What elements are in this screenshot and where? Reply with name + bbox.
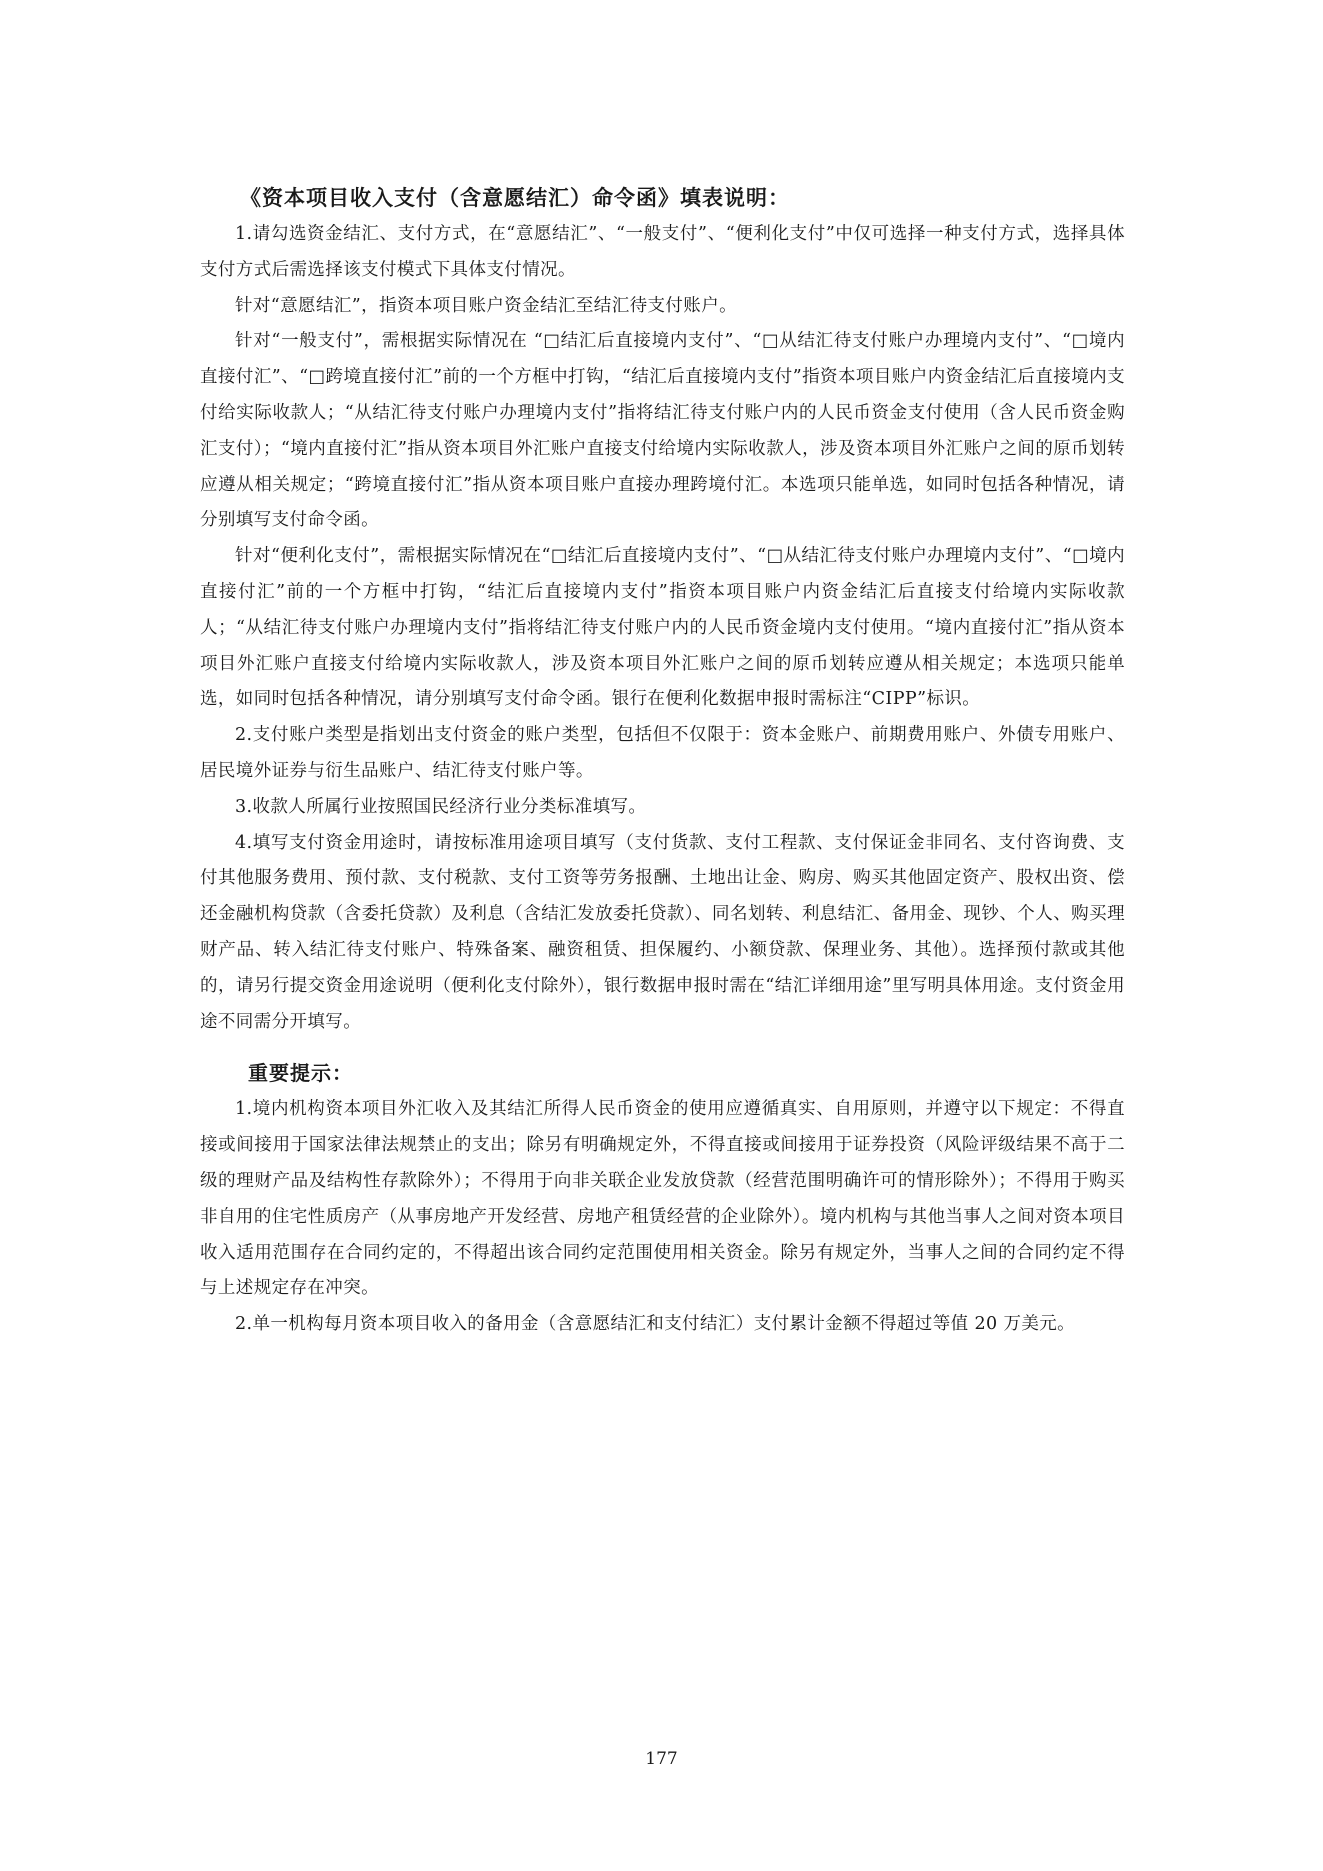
document-title: 《资本项目收入支付（含意愿结汇）命令函》填表说明：	[240, 186, 790, 210]
instruction-paragraph: 1.请勾选资金结汇、支付方式，在“意愿结汇”、“一般支付”、“便利化支付”中仅可选择一种支付方式，选择具体支付方式后需选择该支付模式下具体支付情况。	[200, 224, 1125, 280]
instruction-paragraph: 4.填写支付资金用途时，请按标准用途项目填写（支付货款、支付工程款、支付保证金非同名、支付咨询费、支付其他服务费用、预付款、支付税款、支付工资等劳务报酬、土地出让金、购房、购买其他固定资产、股权出资、偿还金融机构贷款（含委托贷款）及利息（含结汇发放委托贷款）、同名划转、利息结汇、备用金、现钞、个人、购买理财产品、转入结汇待支付账户、特殊备案、融资租赁、担保履约、小额贷款、保理业务、其他）。选择预付款或其他的，请另行提交资金用途说明（便利化支付除外），银行数据申报时需在“结汇详细用途”里写明具体用途。支付资金用途不同需分开填写。	[200, 832, 1125, 1032]
page-number: 177	[645, 1749, 678, 1769]
instruction-paragraph: 针对“便利化支付”，需根据实际情况在“□结汇后直接境内支付”、“□从结汇待支付账户办理境内支付”、“□境内直接付汇”前的一个方框中打钩，“结汇后直接境内支付”指资本项目账户内资金结汇后直接支付给境内实际收款人；“从结汇待支付账户办理境内支付”指将结汇待支付账户内的人民币资金境内支付使用。“境内直接付汇”指从资本项目外汇账户直接支付给境内实际收款人，涉及资本项目外汇账户之间的原币划转应遵从相关规定；本选项只能单选，如同时包括各种情况，请分别填写支付命令函。银行在便利化数据申报时需标注“CIPP”标识。	[200, 546, 1125, 710]
document-body	[200, 183, 1125, 1343]
instruction-paragraph: 2.支付账户类型是指划出支付资金的账户类型，包括但不仅限于：资本金账户、前期费用账户、外债专用账户、居民境外证券与衍生品账户、结汇待支付账户等。	[200, 725, 1125, 781]
notice-paragraph: 2.单一机构每月资本项目收入的备用金（含意愿结汇和支付结汇）支付累计金额不得超过等值 20 万美元。	[235, 1314, 1076, 1335]
notice-paragraph: 1.境内机构资本项目外汇收入及其结汇所得人民币资金的使用应遵循真实、自用原则，并遵守以下规定：不得直接或间接用于国家法律法规禁止的支出；除另有明确规定外，不得直接或间接用于证券投资（风险评级结果不高于二级的理财产品及结构性存款除外）；不得用于向非关联企业发放贷款（经营范围明确许可的情形除外）；不得用于购买非自用的住宅性质房产（从事房地产开发经营、房地产租赁经营的企业除外）。境内机构与其他当事人之间对资本项目收入适用范围存在合同约定的，不得超出该合同约定范围使用相关资金。除另有规定外，当事人之间的合同约定不得与上述规定存在冲突。	[200, 1099, 1125, 1299]
instruction-paragraph: 3.收款人所属行业按照国民经济行业分类标准填写。	[235, 796, 647, 817]
important-notice-heading: 重要提示：	[248, 1061, 353, 1086]
instruction-paragraph: 针对“意愿结汇”，指资本项目账户资金结汇至结汇待支付账户。	[235, 295, 737, 316]
instruction-paragraph: 针对“一般支付”，需根据实际情况在 “□结汇后直接境内支付”、“□从结汇待支付账户办理境内支付”、“□境内直接付汇”、“□跨境直接付汇”前的一个方框中打钩，“结汇后直接境内支付”指资本项目账户内资金结汇后直接境内支付给实际收款人；“从结汇待支付账户办理境内支付”指将结汇待支付账户内的人民币资金支付使用（含人民币资金购汇支付）；“境内直接付汇”指从资本项目外汇账户直接支付给境内实际收款人，涉及资本项目外汇账户之间的原币划转应遵从相关规定；“跨境直接付汇”指从资本项目账户直接办理跨境付汇。本选项只能单选，如同时包括各种情况，请分别填写支付命令函。	[200, 331, 1125, 531]
